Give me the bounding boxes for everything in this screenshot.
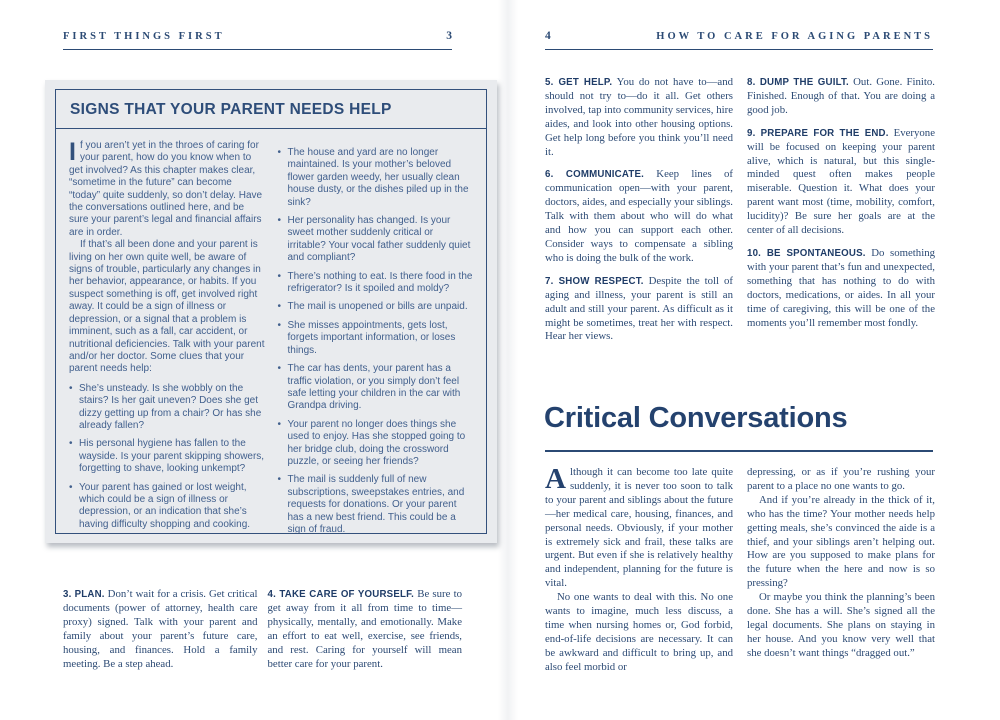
advice-item-7: 7. SHOW RESPECT. Despite the toll of aging and illness, your parent is still an adult and still your parent. As difficult as it might be sometimes, treat her with respect. Hear her views. [545, 274, 733, 343]
advice-item-4: 4. TAKE CARE OF YOURSELF. Be sure to get away from it all from time to time—physically, mentally, and emotionally. Make an effort to eat well, exercise, see friends, and rest. Caring for yourself will mean better care for your parent. [267, 588, 463, 670]
advice-item-6: 6. COMMUNICATE. Keep lines of communication open—with your parent, doctors, aides, and especially your siblings. Talk with them about who will do what and how you can support each other. Consider ways to compensate a sibling who is doing the bulk of the work. [545, 168, 733, 264]
advice-item-label: 4. TAKE CARE OF YOURSELF. [267, 589, 415, 600]
right-running-head [545, 30, 933, 50]
left-running-head-title: FIRST THINGS FIRST [63, 31, 225, 42]
signs-box-paragraph: If that’s all been done and your parent is living on her own quite well, be aware of signs of trouble, particularly any changes in her behavior, appearance, or habits. If you suspect something is off, get involved right away. It could be a sign of illness or depression, or a signal that a problem is imminent, such as a fall, car accident, or nutritional deficiencies. Talk with your parent and/or her doctor. Some clues that your parent needs help: [69, 239, 265, 375]
signs-box-intro: If you aren’t yet in the throes of caring for your parent, how do you know when to get involved? As this chapter makes clear, “sometime in the future” can become “today” quite suddenly, so don’t delay. Have the conversations outlined here, and be sure your parent’s legal and financial affairs are in order. [69, 138, 263, 238]
signs-bullet-list-right [278, 147, 474, 534]
section-heading: Critical Conversations [544, 402, 848, 434]
section-paragraph: depressing, or as if you’re rushing your parent to a place no one wants to go. [747, 466, 935, 492]
bullet-item: • The mail is unopened or bills are unpaid. [278, 301, 474, 313]
bullet-item: • Your parent no longer does things she used to enjoy. Has she stopped going to her bridge club, doing the crossword puzzle, or seeing her friends? [278, 419, 474, 469]
advice-item-10: 10. BE SPONTANEOUS. Do something with your parent that’s fun and unexpected, something that has nothing to do with doctors, medications, or aides. In all your time of caregiving, this will be one of the moments you’ll remember most fondly. [747, 246, 935, 329]
advice-item-label: 10. BE SPONTANEOUS. [747, 247, 866, 259]
bullet-item: • Your parent has gained or lost weight, which could be a sign of illness or depression, or an indication that she’s having difficulty shopping and cooking. [69, 482, 265, 532]
advice-item-8: 8. DUMP THE GUILT. Out. Gone. Finito. Finished. Enough of that. You are doing a good job. [747, 76, 935, 116]
bullet-item: • She’s unsteady. Is she wobbly on the stairs? Is her gait uneven? Does she get dizzy getting up from a chair? Or has she already fallen? [69, 383, 265, 433]
section-heading-rule [545, 450, 933, 452]
section-paragraph: No one wants to deal with this. No one wants to imagine, much less discuss, a time when nursing homes or, God forbid, end-of-life decisions are necessary. It can be awkward and difficult to bring up, and also feel morbid or [545, 591, 733, 673]
right-running-head-title: HOW TO CARE FOR AGING PARENTS [656, 31, 933, 42]
bullet-item: • His personal hygiene has fallen to the wayside. Is your parent skipping showers, forgetting to shave, looking unkempt? [69, 438, 265, 475]
dropcap-letter: I [69, 138, 76, 166]
advice-column [747, 76, 935, 353]
section-paragraph: Or maybe you think the planning’s been done. She has a will. She’s signed all the legal documents. She plans on staying in her house. And you know very well that she doesn’t want things “dragged out.” [747, 591, 935, 659]
advice-item-9: 9. PREPARE FOR THE END. Everyone will be focused on keeping your parent alive, which is natural, but this single-minded quest often makes people miserable. Question it. What does your parent want most (time, mobility, comfort, lucidity)? Be sure her goals are at the center of all decisions. [747, 126, 935, 237]
signs-box-inner-frame [55, 89, 487, 534]
advice-item-label: 5. GET HELP. [545, 77, 613, 88]
bullet-item: • There’s nothing to eat. Is there food in the refrigerator? Is it spoiled and moldy? [278, 271, 474, 296]
advice-item-label: 6. COMMUNICATE. [545, 169, 645, 181]
advice-item-label: 7. SHOW RESPECT. [545, 275, 644, 287]
advice-item-label: 9. PREPARE FOR THE END. [747, 127, 889, 139]
advice-item-label: 3. PLAN. [63, 589, 105, 600]
section-body-left-column [545, 463, 733, 675]
section-body-right-column [747, 466, 935, 675]
section-paragraph: Although it can become too late quite suddenly, it is never too soon to talk to your parent and siblings about the future—her medical care, housing, finances, and personal needs. Obviously, if your mother is extremely sick and frail, these talks are urgent. But even if she is relatively healthy and independent, planning for the future is vital. [545, 463, 733, 590]
left-running-head [63, 30, 452, 50]
signs-box [45, 80, 497, 543]
right-page-number: 4 [545, 30, 551, 42]
section-paragraph: And if you’re already in the thick of it, who has the time? Your mother needs help getting meals, she’s convinced the aide is a thief, and your siblings aren’t helping out. How are you supposed to make plans for the future when the here and now is so pressing? [747, 493, 935, 590]
advice-column [63, 588, 258, 680]
bullet-item: • She misses appointments, gets lost, forgets important information, or loses things. [278, 320, 474, 357]
signs-box-title: SIGNS THAT YOUR PARENT NEEDS HELP [56, 90, 486, 129]
bullet-item: • The house and yard are no longer maintained. Is your mother’s beloved flower garden weedy, her usually clean house dusty, or the dishes piled up in the sink? [278, 147, 474, 209]
bullet-item: • The car has dents, your parent has a traffic violation, or you simply don’t feel safe letting your children in the car with Grandpa driving. [278, 363, 474, 413]
left-page-number: 3 [446, 30, 452, 42]
signs-bullet-list-left [69, 383, 265, 531]
advice-column [268, 588, 463, 680]
advice-item-3: 3. PLAN. Don’t wait for a crisis. Get critical documents (power of attorney, health care proxy) signed. Talk with your parent and family about your parent’s future care, housing, and finances. Hold a family meeting. Be a step ahead. [63, 588, 258, 670]
signs-box-right-column [278, 140, 474, 534]
bullet-item: • The mail is suddenly full of new subscriptions, sweepstakes entries, and requests for donations. Or your parent has a new best friend. This could be a sign of fraud. [278, 474, 474, 534]
section-body [545, 463, 935, 675]
bullet-item: • Her personality has changed. Is your sweet mother suddenly critical or irritable? Your vocal father suddenly quiet and compliant? [278, 215, 474, 265]
right-page-advice-items [545, 76, 935, 353]
left-page-advice-items [63, 588, 462, 680]
advice-column [545, 76, 733, 353]
advice-item-5: 5. GET HELP. You do not have to—and should not try to—do it all. Get others involved, tap into community services, hire aides, and look into other housing options. Get help long before you think you’ll need it. [545, 76, 733, 158]
dropcap-letter: A [545, 463, 566, 495]
signs-box-columns [56, 129, 486, 534]
page-gutter-shadow [498, 0, 518, 720]
advice-item-label: 8. DUMP THE GUILT. [747, 77, 849, 88]
signs-box-left-column [69, 140, 265, 534]
